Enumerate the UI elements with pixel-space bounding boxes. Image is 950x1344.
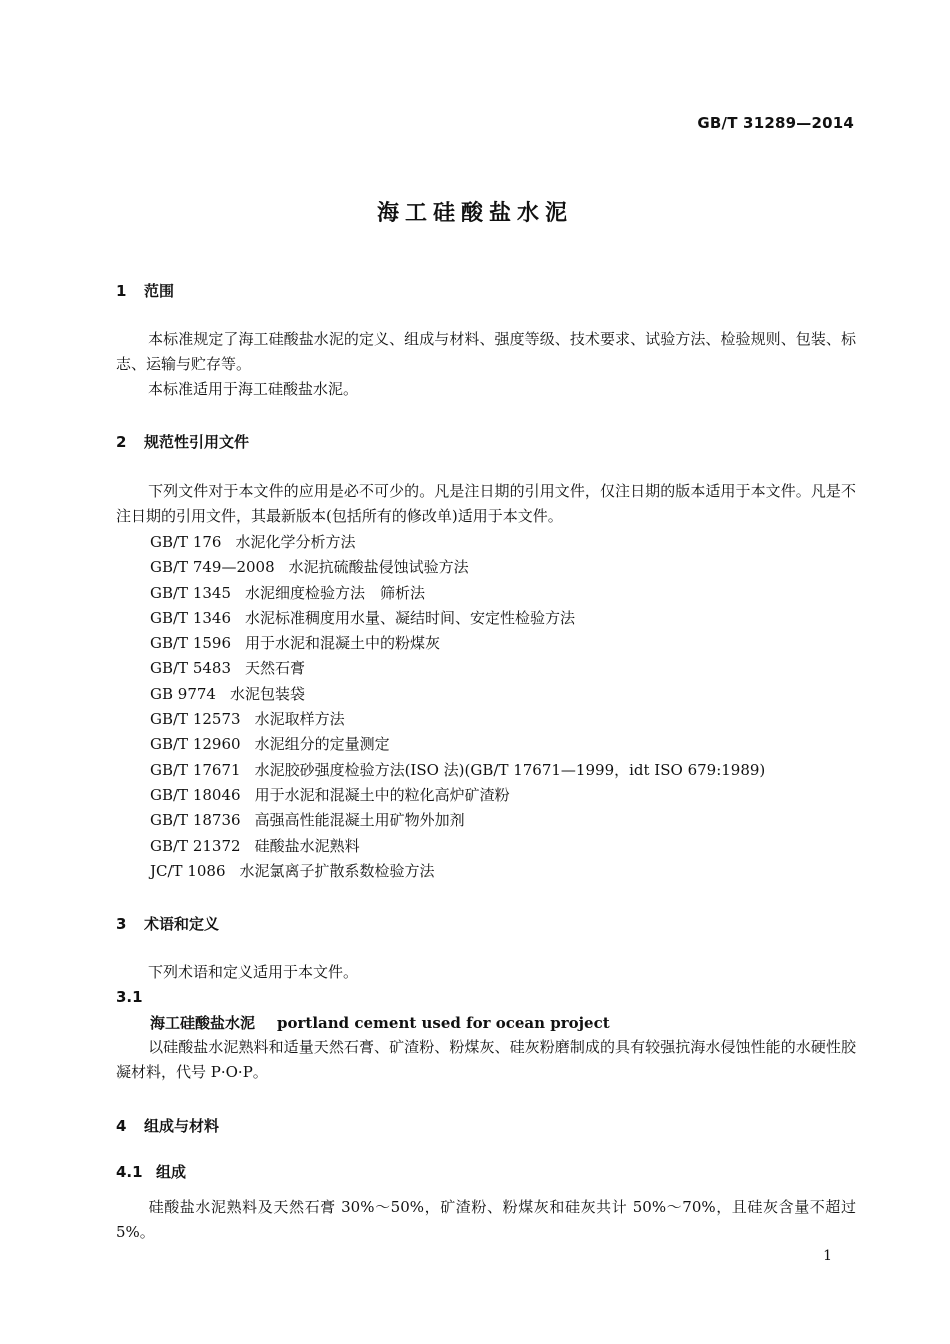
reference-code: GB/T 176: [150, 533, 222, 551]
reference-code: GB/T 1346: [150, 608, 232, 627]
paragraph-text: 以硅酸盐水泥熟料和适量天然石膏、矿渣粉、粉煤灰、硅灰粉磨制成的具有较强抗海水侵蚀性能的水硬性胶凝材料，代号 P·O·P。: [116, 1038, 856, 1081]
term-chinese: 海工硅酸盐水泥: [150, 1014, 256, 1032]
section-1-paragraph-1: [116, 327, 856, 377]
document-title: 海工硅酸盐水泥: [376, 201, 573, 226]
section-2-paragraph-1: [116, 479, 856, 529]
reference-code: GB/T 1596: [150, 634, 232, 653]
reference-title: 水泥取样方法: [254, 710, 345, 729]
page-number: 1: [823, 1248, 832, 1264]
reference-item: [150, 682, 765, 707]
paragraph-text: 本标准适用于海工硅酸盐水泥。: [148, 380, 359, 398]
clause-4-1-heading: [116, 1161, 186, 1182]
section-1-paragraph-2: [116, 377, 856, 402]
paragraph-text: 硅酸盐水泥熟料及天然石膏 30%～50%，矿渣粉、粉煤灰和硅灰共计 50%～70%，且硅灰含量不超过 5%。: [116, 1198, 856, 1241]
reference-code: GB/T 18046: [150, 785, 241, 804]
reference-item: [150, 859, 765, 884]
section-title: 范围: [144, 282, 175, 300]
reference-title: 水泥胶砂强度检验方法(ISO 法)(GB/T 17671—1999，idt ISO 679:1989): [254, 760, 766, 779]
reference-code: JC/T 1086: [150, 861, 226, 880]
reference-title: 水泥化学分析方法: [235, 533, 356, 551]
paragraph-text: 下列术语和定义适用于本文件。: [148, 963, 359, 981]
reference-item: [150, 834, 765, 859]
term-definition: [116, 1035, 856, 1085]
reference-item: [150, 530, 765, 555]
standard-code: GB/T 31289—2014: [697, 114, 854, 132]
reference-item: [150, 758, 765, 783]
reference-item: [150, 656, 765, 681]
reference-title: 水泥包装袋: [229, 684, 305, 703]
reference-title: 水泥标准稠度用水量、凝结时间、安定性检验方法: [245, 608, 576, 627]
section-1-heading: [116, 280, 174, 301]
reference-code: GB/T 12960: [150, 735, 241, 754]
section-3-paragraph-1: [116, 960, 856, 985]
term-english: portland cement used for ocean project: [277, 1014, 610, 1032]
reference-title: 水泥抗硫酸盐侵蚀试验方法: [288, 558, 469, 577]
reference-item: [150, 783, 765, 808]
reference-code: GB/T 17671: [150, 760, 241, 779]
clause-3-1-number: [116, 988, 143, 1006]
reference-title: 水泥氯离子扩散系数检验方法: [239, 861, 435, 880]
term-entry: [150, 1012, 610, 1033]
section-4-heading: [116, 1115, 219, 1136]
paragraph-text: 下列文件对于本文件的应用是必不可少的。凡是注日期的引用文件，仅注日期的版本适用于本文件。凡是不注日期的引用文件，其最新版本(包括所有的修改单)适用于本文件。: [116, 482, 856, 525]
reference-title: 用于水泥和混凝土中的粒化高炉矿渣粉: [254, 785, 510, 804]
section-number: 3: [116, 915, 127, 933]
reference-title: 水泥组分的定量测定: [254, 735, 390, 754]
section-number: 4: [116, 1117, 127, 1135]
reference-title: 用于水泥和混凝土中的粉煤灰: [245, 634, 441, 653]
reference-item: [150, 581, 765, 606]
reference-title: 天然石膏: [245, 659, 306, 678]
reference-item: [150, 732, 765, 757]
section-title: 术语和定义: [144, 915, 220, 933]
section-number: 1: [116, 282, 127, 300]
section-title: 规范性引用文件: [144, 433, 250, 451]
reference-code: GB/T 5483: [150, 659, 232, 678]
clause-number: 3.1: [116, 988, 143, 1006]
reference-code: GB/T 749—2008: [150, 558, 275, 577]
section-3-heading: [116, 913, 219, 934]
clause-number: 4.1: [116, 1163, 143, 1181]
paragraph-text: 本标准规定了海工硅酸盐水泥的定义、组成与材料、强度等级、技术要求、试验方法、检验规则、包装、标志、运输与贮存等。: [116, 330, 856, 373]
reference-title: 水泥细度检验方法 筛析法: [245, 583, 426, 602]
reference-code: GB/T 12573: [150, 710, 241, 729]
reference-item: [150, 555, 765, 580]
reference-item: [150, 707, 765, 732]
clause-title: 组成: [156, 1163, 187, 1181]
normative-reference-list: [150, 530, 765, 884]
reference-title: 硅酸盐水泥熟料: [254, 836, 360, 855]
reference-code: GB 9774: [150, 684, 216, 703]
section-4-1-paragraph: [116, 1195, 856, 1245]
reference-item: [150, 606, 765, 631]
reference-item: [150, 631, 765, 656]
section-number: 2: [116, 433, 127, 451]
section-2-heading: [116, 431, 249, 452]
reference-code: GB/T 21372: [150, 836, 241, 855]
reference-code: GB/T 1345: [150, 583, 232, 602]
reference-code: GB/T 18736: [150, 811, 241, 830]
section-title: 组成与材料: [144, 1117, 220, 1135]
reference-item: [150, 808, 765, 833]
reference-title: 高强高性能混凝土用矿物外加剂: [254, 811, 465, 830]
